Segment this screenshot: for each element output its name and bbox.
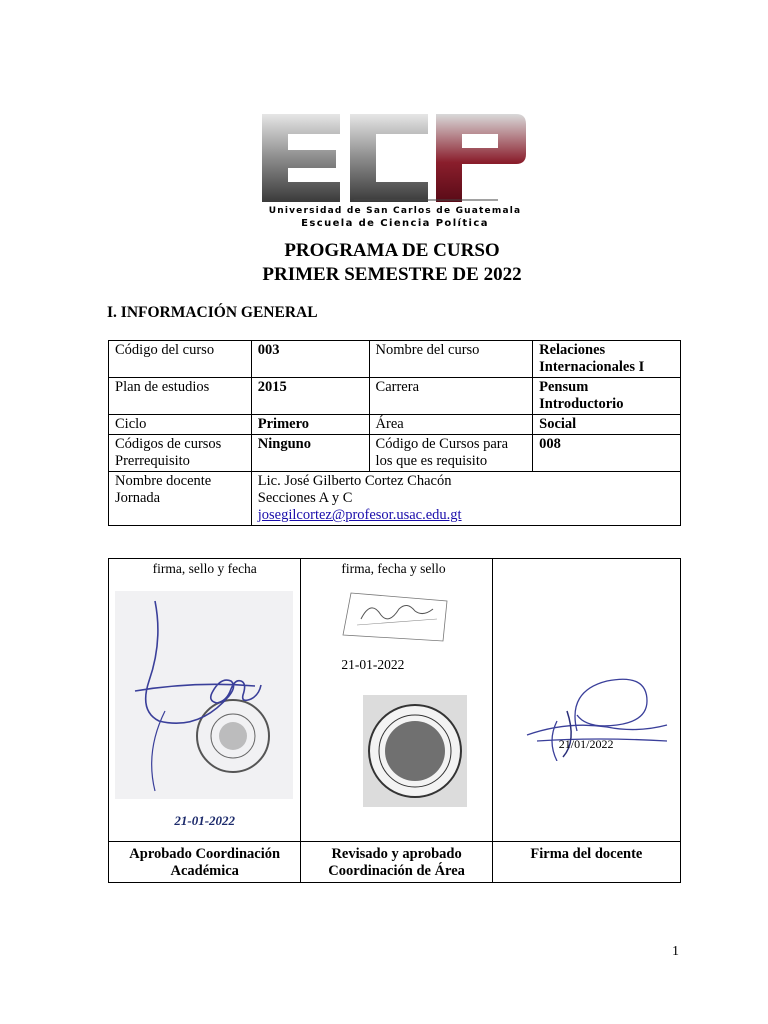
ciclo-label: Ciclo bbox=[109, 415, 252, 435]
prereq-label: Códigos de cursos Prerrequisito bbox=[109, 435, 252, 472]
logo-school: Escuela de Ciencia Política bbox=[301, 218, 489, 229]
codigo-label: Código del curso bbox=[109, 341, 252, 378]
secciones-value: Secciones A y C bbox=[257, 490, 353, 506]
section-heading: I. INFORMACIÓN GENERAL bbox=[107, 304, 318, 321]
table-row bbox=[109, 415, 681, 435]
requisito-label: Código de Cursos para los que es requisito bbox=[369, 435, 533, 472]
caption-firma-fecha-sello: firma, fecha y sello bbox=[341, 561, 446, 576]
area-value: Social bbox=[533, 415, 681, 435]
signature-cell-academica bbox=[109, 559, 301, 842]
table-row bbox=[109, 378, 681, 415]
footer-academica: Aprobado Coordinación Académica bbox=[109, 842, 301, 883]
general-info-table bbox=[108, 340, 681, 526]
page-number: 1 bbox=[672, 944, 679, 959]
table-row bbox=[109, 341, 681, 378]
area-label: Área bbox=[369, 415, 533, 435]
table-row bbox=[109, 472, 681, 526]
footer-area: Revisado y aprobado Coordinación de Área bbox=[301, 842, 492, 883]
ecp-logo bbox=[258, 110, 533, 230]
docente-name: Lic. José Gilberto Cortez Chacón bbox=[257, 473, 452, 489]
jornada-label: Jornada bbox=[115, 490, 161, 506]
signature-image-academica bbox=[115, 591, 293, 799]
stamp-image-area bbox=[363, 695, 467, 807]
document-subtitle: PRIMER SEMESTRE DE 2022 bbox=[262, 264, 522, 285]
signatures-table bbox=[108, 558, 681, 883]
signature-cell-area bbox=[301, 559, 492, 842]
plan-label: Plan de estudios bbox=[109, 378, 252, 415]
docente-values bbox=[251, 472, 680, 526]
docente-label: Nombre docente bbox=[115, 473, 212, 489]
requisito-value: 008 bbox=[533, 435, 681, 472]
carrera-label: Carrera bbox=[369, 378, 533, 415]
date-docente: 21/01/2022 bbox=[558, 737, 614, 751]
prereq-value: Ninguno bbox=[251, 435, 369, 472]
carrera-value: Pensum Introductorio bbox=[533, 378, 681, 415]
date-area: 21-01-2022 bbox=[341, 657, 405, 672]
email-link[interactable]: josegilcortez@profesor.usac.edu.gt bbox=[257, 507, 462, 523]
date-academica: 21-01-2022 bbox=[174, 813, 236, 828]
logo-university: Universidad de San Carlos de Guatemala bbox=[268, 206, 522, 216]
codigo-value: 003 bbox=[251, 341, 369, 378]
plan-value: 2015 bbox=[251, 378, 369, 415]
signature-cell-docente bbox=[492, 559, 680, 842]
nombre-label: Nombre del curso bbox=[369, 341, 533, 378]
signature-image-area bbox=[341, 589, 453, 645]
caption-firma-sello-fecha: firma, sello y fecha bbox=[152, 561, 257, 576]
ciclo-value: Primero bbox=[251, 415, 369, 435]
docente-labels bbox=[109, 472, 252, 526]
document-title: PROGRAMA DE CURSO bbox=[284, 240, 500, 261]
nombre-value: Relaciones Internacionales I bbox=[533, 341, 681, 378]
footer-docente: Firma del docente bbox=[492, 842, 680, 883]
table-row bbox=[109, 435, 681, 472]
